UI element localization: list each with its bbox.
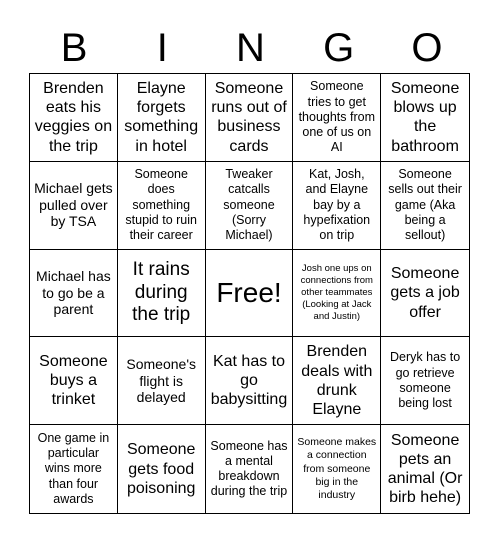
bingo-cell[interactable]: Deryk has to go retrieve someone being lost xyxy=(381,337,469,425)
bingo-cell[interactable]: Someone has a mental breakdown during the trip xyxy=(206,425,294,513)
header-letter-o: O xyxy=(411,26,443,70)
header-letter-n: N xyxy=(236,26,265,70)
bingo-cell[interactable]: Brenden deals with drunk Elayne xyxy=(293,337,381,425)
free-space[interactable]: Free! xyxy=(206,250,294,338)
bingo-cell[interactable]: Kat, Josh, and Elayne bay by a hypefixation on trip xyxy=(293,162,381,250)
bingo-cell[interactable]: Someone blows up the bathroom xyxy=(381,74,469,162)
bingo-cell[interactable]: Michael gets pulled over by TSA xyxy=(30,162,118,250)
bingo-cell[interactable]: Someone gets food poisoning xyxy=(118,425,206,513)
bingo-cell[interactable]: Tweaker catcalls someone (Sorry Michael) xyxy=(206,162,294,250)
bingo-cell[interactable]: It rains during the trip xyxy=(118,250,206,338)
bingo-cell[interactable]: Michael has to go be a parent xyxy=(30,250,118,338)
bingo-cell[interactable]: Elayne forgets something in hotel xyxy=(118,74,206,162)
bingo-cell[interactable]: Someone gets a job offer xyxy=(381,250,469,338)
bingo-cell[interactable]: Josh one ups on connections from other teammates (Looking at Jack and Justin) xyxy=(293,250,381,338)
bingo-cell[interactable]: Brenden eats his veggies on the trip xyxy=(30,74,118,162)
bingo-cell[interactable]: Kat has to go babysitting xyxy=(206,337,294,425)
header-letter-b: B xyxy=(60,26,88,70)
bingo-cell[interactable]: Someone buys a trinket xyxy=(30,337,118,425)
bingo-cell[interactable]: Someone runs out of business cards xyxy=(206,74,294,162)
header-letter-i: I xyxy=(156,26,168,70)
bingo-header xyxy=(30,24,471,72)
bingo-cell[interactable]: Someone sells out their game (Aka being a sellout) xyxy=(381,162,469,250)
header-letter-g: G xyxy=(323,26,355,70)
bingo-cell[interactable]: Someone does something stupid to ruin their career xyxy=(118,162,206,250)
bingo-cell[interactable]: Someone makes a connection from someone big in the industry xyxy=(293,425,381,513)
bingo-cell[interactable]: Someone pets an animal (Or birb hehe) xyxy=(387,431,463,507)
bingo-cell[interactable]: Someone tries to get thoughts from one of us on AI xyxy=(293,74,381,162)
bingo-cell[interactable]: One game in particular wins more than four awards xyxy=(30,425,118,513)
bingo-board xyxy=(29,73,470,514)
bingo-cell[interactable]: Someone's flight is delayed xyxy=(118,337,206,425)
